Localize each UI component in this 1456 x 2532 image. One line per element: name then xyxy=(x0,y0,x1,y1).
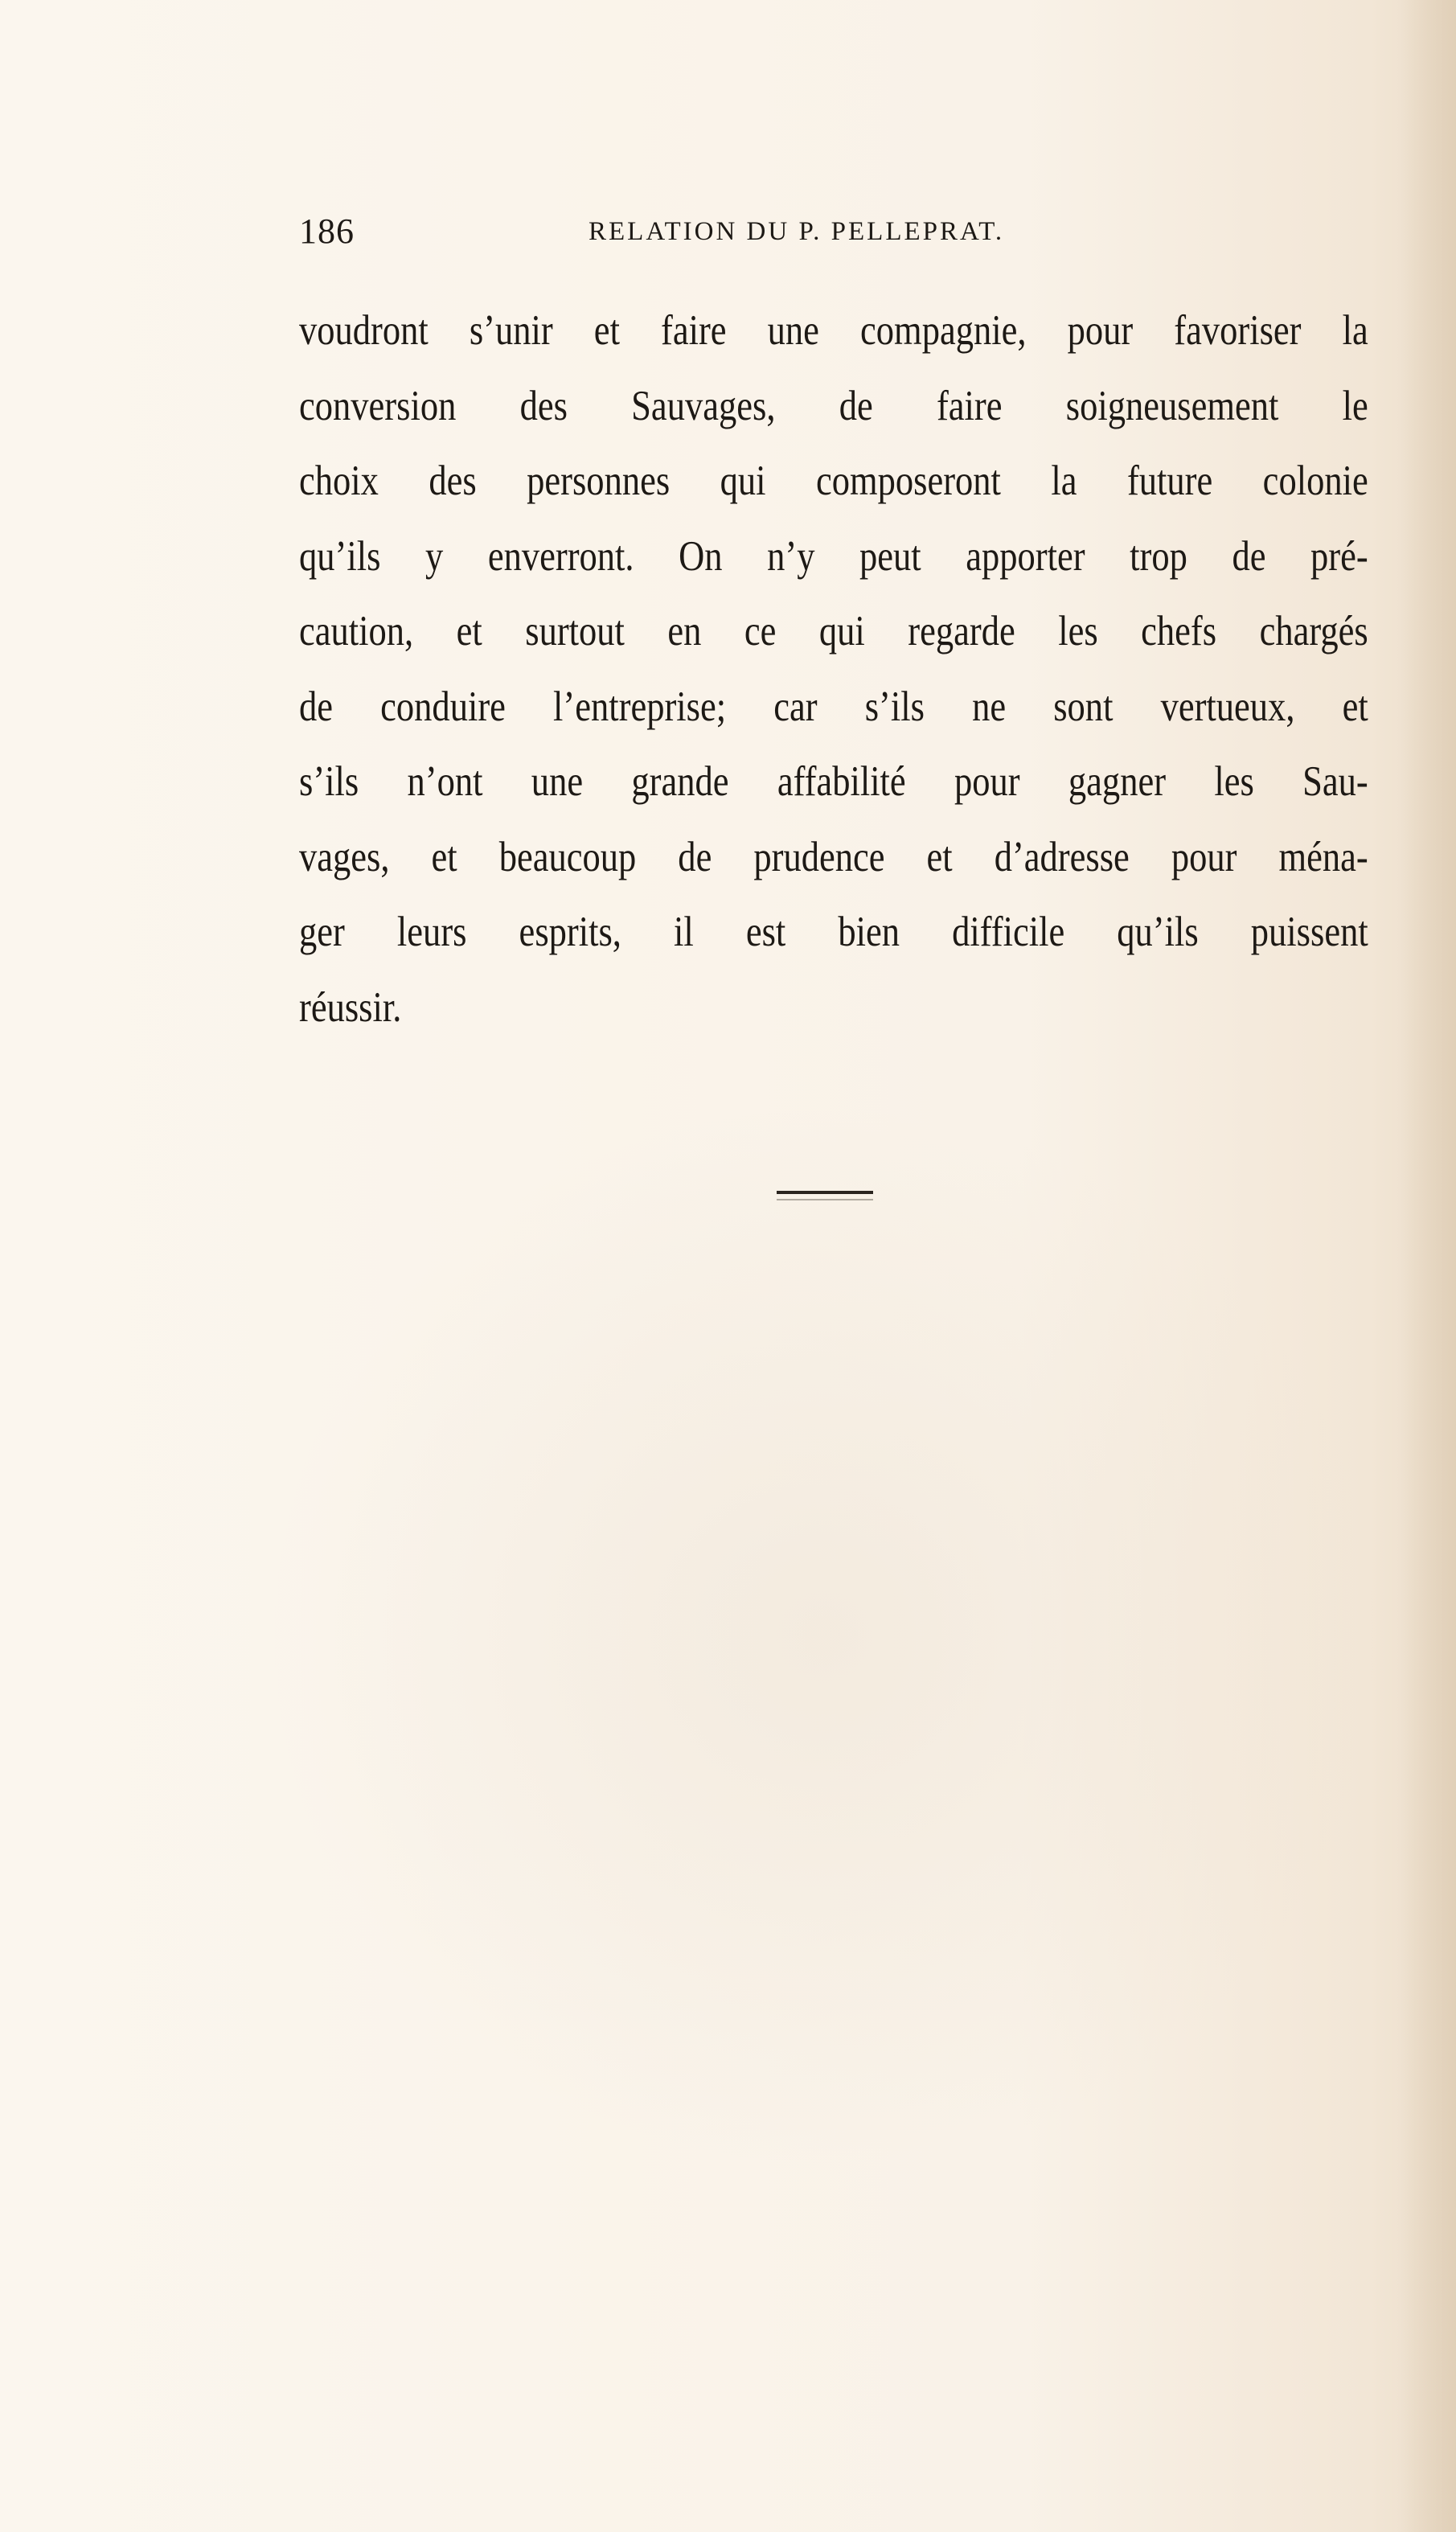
text-line: caution, et surtout en ce qui regarde les chefs chargés xyxy=(299,608,1368,655)
text-line: de conduire l’entreprise; car s’ils ne sont vertueux, et xyxy=(299,683,1368,730)
text-line: vages, et beaucoup de prudence et d’adresse pour ména- xyxy=(299,833,1368,880)
text-line-last: réussir. xyxy=(299,983,402,1031)
section-divider xyxy=(777,1191,873,1194)
text-line: choix des personnes qui composeront la future colonie xyxy=(299,458,1368,504)
text-line: ger leurs esprits, il est bien difficile qu’ils puissent xyxy=(299,909,1368,955)
page-edge-shading xyxy=(1400,0,1456,2532)
text-line: s’ils n’ont une grande affabilité pour gagner les Sau- xyxy=(299,758,1368,805)
text-line: conversion des Sauvages, de faire soigneusement le xyxy=(299,382,1368,429)
text-line: voudront s’unir et faire une compagnie, pour favoriser la xyxy=(299,307,1368,354)
page-number: 186 xyxy=(299,211,355,251)
section-divider-underline xyxy=(777,1199,873,1200)
running-title: RELATION DU P. PELLEPRAT. xyxy=(589,217,1005,246)
text-line: qu’ils y enverront. On n’y peut apporter trop de pré- xyxy=(299,532,1368,580)
bleed-through-shadow xyxy=(265,1102,1383,2171)
running-head xyxy=(299,211,1368,259)
body-text xyxy=(299,293,1368,1045)
